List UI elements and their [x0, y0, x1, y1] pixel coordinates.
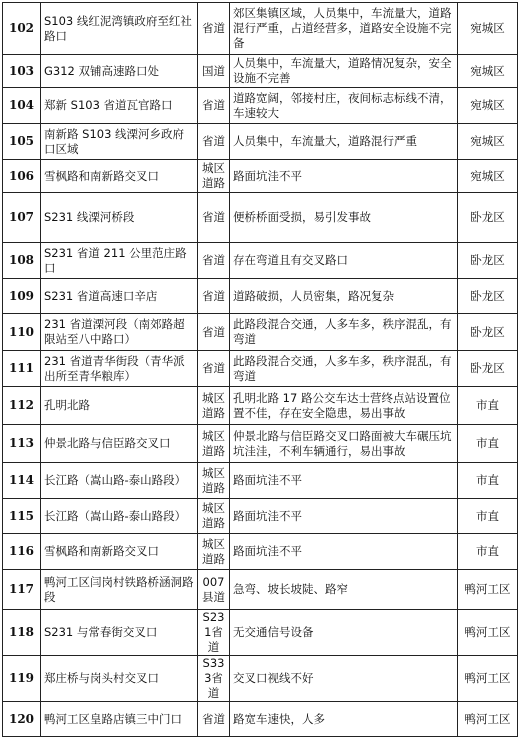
problem-cell: 此路段混合交通，人多车多，秩序混乱，有弯道 [230, 351, 458, 387]
road-type-cell: 城区道路 [198, 425, 230, 463]
location-cell: 孔明北路 [41, 387, 198, 425]
road-type-cell: 省道 [198, 193, 230, 243]
table-body [3, 3, 518, 737]
road-type-cell: 城区道路 [198, 499, 230, 534]
area-cell: 鸭河工区 [458, 702, 518, 737]
area-cell: 宛城区 [458, 55, 518, 88]
row-number: 114 [3, 463, 41, 499]
table-row [3, 279, 518, 314]
area-cell: 卧龙区 [458, 243, 518, 279]
table-row [3, 55, 518, 88]
road-type-cell: 省道 [198, 702, 230, 737]
location-cell: 鸭河工区闫岗村铁路桥涵洞路段 [41, 570, 198, 610]
table-row [3, 499, 518, 534]
hazard-road-table [2, 2, 518, 737]
area-cell: 鸭河工区 [458, 570, 518, 610]
location-cell: 鸭河工区皇路店镇三中门口 [41, 702, 198, 737]
area-cell: 卧龙区 [458, 279, 518, 314]
row-number: 108 [3, 243, 41, 279]
area-cell: 鸭河工区 [458, 656, 518, 702]
problem-cell: 路宽车速快，人多 [230, 702, 458, 737]
row-number: 103 [3, 55, 41, 88]
area-cell: 市直 [458, 534, 518, 570]
road-type-cell: 省道 [198, 351, 230, 387]
problem-cell: 路面坑洼不平 [230, 463, 458, 499]
row-number: 118 [3, 610, 41, 656]
row-number: 102 [3, 3, 41, 55]
problem-cell: 仲景北路与信臣路交叉口路面被大车碾压坑坑洼洼，不利车辆通行，易出事故 [230, 425, 458, 463]
row-number: 112 [3, 387, 41, 425]
row-number: 104 [3, 88, 41, 124]
row-number: 117 [3, 570, 41, 610]
row-number: 106 [3, 160, 41, 193]
problem-cell: 道路破损，人员密集，路况复杂 [230, 279, 458, 314]
location-cell: S103 线红泥湾镇政府至红社路口 [41, 3, 198, 55]
road-type-cell: 省道 [198, 3, 230, 55]
problem-cell: 交叉口视线不好 [230, 656, 458, 702]
table-row [3, 702, 518, 737]
problem-cell: 路面坑洼不平 [230, 160, 458, 193]
problem-cell: 路面坑洼不平 [230, 499, 458, 534]
row-number: 116 [3, 534, 41, 570]
table-row [3, 656, 518, 702]
problem-cell: 存在弯道且有交叉路口 [230, 243, 458, 279]
problem-cell: 人员集中，车流量大，道路混行严重 [230, 124, 458, 160]
location-cell: S231 省道高速口辛店 [41, 279, 198, 314]
location-cell: 231 省道青华街段（青华派出所至青华粮库） [41, 351, 198, 387]
row-number: 107 [3, 193, 41, 243]
area-cell: 宛城区 [458, 160, 518, 193]
table-row [3, 425, 518, 463]
area-cell: 鸭河工区 [458, 610, 518, 656]
table-row [3, 160, 518, 193]
table-row [3, 387, 518, 425]
area-cell: 市直 [458, 499, 518, 534]
location-cell: 雪枫路和南新路交叉口 [41, 160, 198, 193]
road-type-cell: 城区道路 [198, 387, 230, 425]
row-number: 111 [3, 351, 41, 387]
area-cell: 卧龙区 [458, 351, 518, 387]
location-cell: 郑庄桥与岗头村交叉口 [41, 656, 198, 702]
area-cell: 宛城区 [458, 3, 518, 55]
road-type-cell: 省道 [198, 243, 230, 279]
problem-cell: 郊区集镇区域，人员集中，车流量大，道路混行严重，占道经营多，道路安全设施不完备 [230, 3, 458, 55]
road-type-cell: 省道 [198, 124, 230, 160]
area-cell: 市直 [458, 425, 518, 463]
row-number: 105 [3, 124, 41, 160]
problem-cell: 此路段混合交通，人多车多，秩序混乱，有弯道 [230, 314, 458, 351]
location-cell: S231 与常春街交叉口 [41, 610, 198, 656]
problem-cell: 道路宽阔，邻接村庄，夜间标志标线不清，车速较大 [230, 88, 458, 124]
area-cell: 市直 [458, 387, 518, 425]
problem-cell: 人员集中，车流量大，道路情况复杂，安全设施不完善 [230, 55, 458, 88]
location-cell: 南新路 S103 线溧河乡政府口区域 [41, 124, 198, 160]
row-number: 113 [3, 425, 41, 463]
area-cell: 卧龙区 [458, 193, 518, 243]
problem-cell: 孔明北路 17 路公交车达士营终点站设置位置不佳，存在安全隐患，易出事故 [230, 387, 458, 425]
area-cell: 卧龙区 [458, 314, 518, 351]
road-type-cell: 省道 [198, 279, 230, 314]
location-cell: 长江路（嵩山路-泰山路段） [41, 499, 198, 534]
road-type-cell: 城区道路 [198, 463, 230, 499]
row-number: 120 [3, 702, 41, 737]
problem-cell: 便桥桥面受损，易引发事故 [230, 193, 458, 243]
row-number: 115 [3, 499, 41, 534]
area-cell: 市直 [458, 463, 518, 499]
road-type-cell: S333省道 [198, 656, 230, 702]
table-row [3, 463, 518, 499]
road-type-cell: 城区道路 [198, 534, 230, 570]
table-row [3, 243, 518, 279]
table-row [3, 193, 518, 243]
location-cell: 雪枫路和南新路交叉口 [41, 534, 198, 570]
table-row [3, 3, 518, 55]
table-row [3, 314, 518, 351]
table-row [3, 88, 518, 124]
table-row [3, 351, 518, 387]
table-row [3, 124, 518, 160]
problem-cell: 急弯、坡长坡陡、路窄 [230, 570, 458, 610]
area-cell: 宛城区 [458, 124, 518, 160]
road-type-cell: 省道 [198, 314, 230, 351]
location-cell: S231 省道 211 公里范庄路口 [41, 243, 198, 279]
location-cell: 郑新 S103 省道瓦官路口 [41, 88, 198, 124]
area-cell: 宛城区 [458, 88, 518, 124]
road-type-cell: S231省道 [198, 610, 230, 656]
table-row [3, 534, 518, 570]
location-cell: 231 省道溧河段（南郊路超限站至八中路口） [41, 314, 198, 351]
row-number: 109 [3, 279, 41, 314]
road-type-cell: 007县道 [198, 570, 230, 610]
problem-cell: 路面坑洼不平 [230, 534, 458, 570]
problem-cell: 无交通信号设备 [230, 610, 458, 656]
road-type-cell: 省道 [198, 88, 230, 124]
location-cell: 仲景北路与信臣路交叉口 [41, 425, 198, 463]
location-cell: S231 线溧河桥段 [41, 193, 198, 243]
location-cell: 长江路（嵩山路-泰山路段） [41, 463, 198, 499]
row-number: 110 [3, 314, 41, 351]
table-row [3, 570, 518, 610]
location-cell: G312 双铺高速路口处 [41, 55, 198, 88]
road-type-cell: 城区道路 [198, 160, 230, 193]
road-type-cell: 国道 [198, 55, 230, 88]
table-row [3, 610, 518, 656]
row-number: 119 [3, 656, 41, 702]
